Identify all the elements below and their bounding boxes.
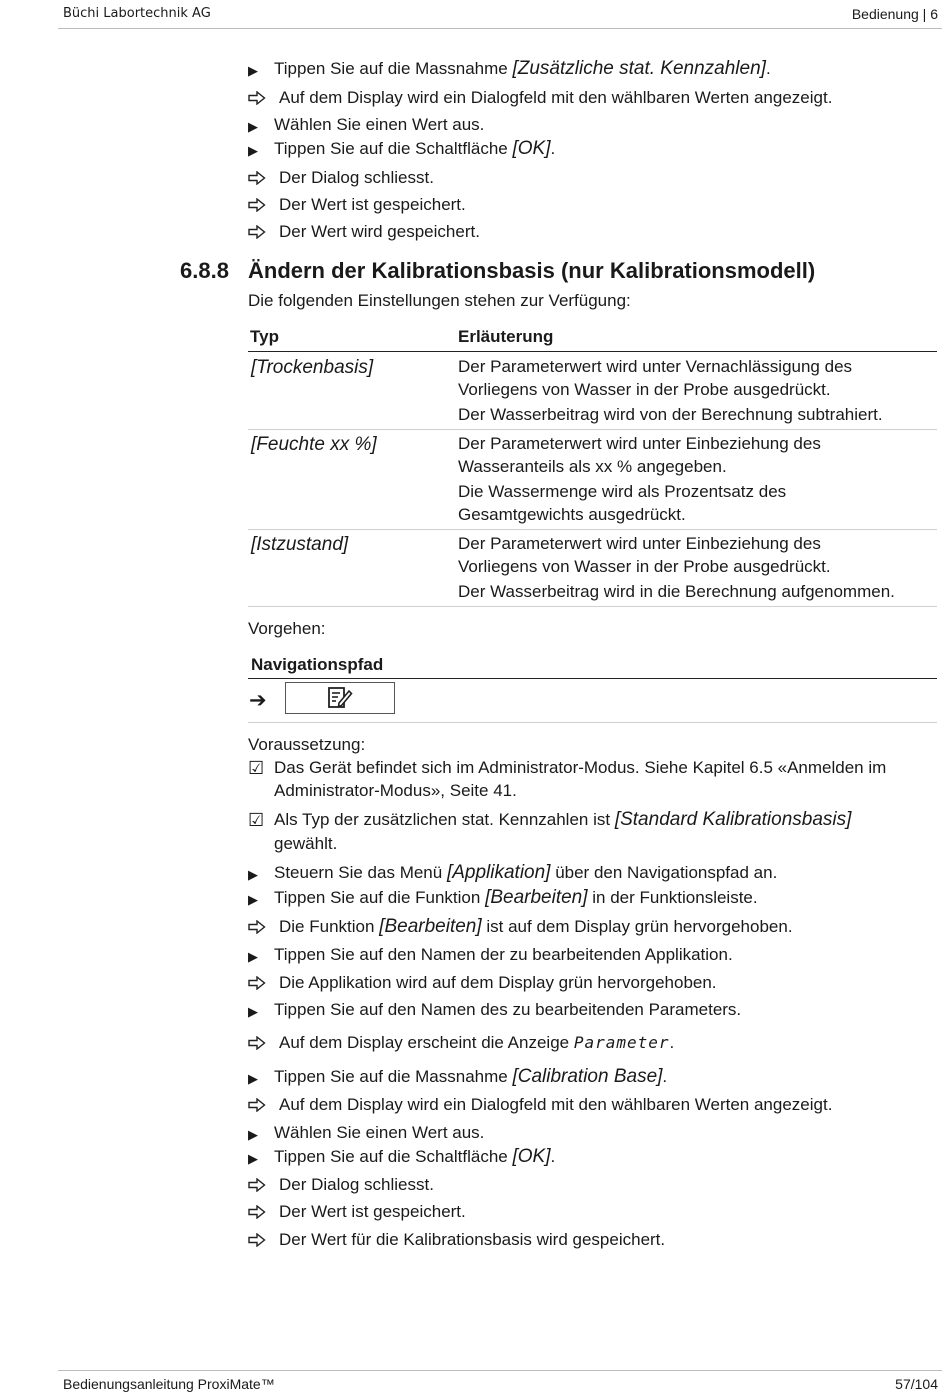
- step-text: Der Wert für die Kalibrationsbasis wird gespeichert.: [279, 1230, 666, 1249]
- prereq-item: [248, 758, 886, 778]
- step-text: Der Dialog schliesst.: [279, 1175, 434, 1194]
- action-step: [248, 1147, 555, 1167]
- prereq-emph: [Standard Kalibrationsbasis]: [614, 809, 852, 830]
- section-number: 6.8.8: [180, 258, 229, 283]
- action-step: [248, 863, 777, 883]
- result-step: [248, 222, 480, 242]
- table-row-typ: [Trockenbasis]: [251, 357, 374, 378]
- step-text: Die Applikation wird auf dem Display grün hervorgehoben.: [279, 973, 717, 992]
- nav-header-rule: [248, 678, 937, 679]
- section-title: Ändern der Kalibrationsbasis (nur Kalibrationsmodell): [248, 258, 816, 283]
- step-ui-element: [Zusätzliche stat. Kennzahlen]: [512, 58, 766, 79]
- action-triangle-icon: ▶: [248, 1004, 258, 1019]
- edit-note-icon: [327, 686, 353, 710]
- step-text: Auf dem Display wird ein Dialogfeld mit den wählbaren Werten angezeigt.: [279, 88, 833, 107]
- result-arrow-icon: [248, 222, 270, 239]
- desc-line: Der Parameterwert wird unter Einbeziehung des: [458, 434, 821, 453]
- step-text: Tippen Sie auf die Schaltfläche: [274, 1147, 513, 1166]
- action-step: [248, 115, 484, 135]
- step-text: Der Wert ist gespeichert.: [279, 1202, 466, 1221]
- prereq-item-cont: [248, 781, 517, 801]
- desc-line: Vorliegens von Wasser in der Probe ausgedrückt.: [458, 557, 831, 576]
- result-arrow-icon: [248, 1033, 270, 1050]
- step-ui-element: [Calibration Base]: [512, 1066, 663, 1087]
- action-step: [248, 59, 771, 79]
- prereq-text: Administrator-Modus», Seite 41.: [274, 781, 517, 800]
- step-text: .: [550, 139, 556, 158]
- step-text: Auf dem Display erscheint die Anzeige: [279, 1033, 574, 1052]
- step-text: Wählen Sie einen Wert aus.: [274, 115, 485, 134]
- step-text: Auf dem Display wird ein Dialogfeld mit den wählbaren Werten angezeigt.: [279, 1095, 833, 1114]
- action-step: [248, 1000, 741, 1020]
- step-ui-element: [OK]: [512, 1146, 551, 1167]
- step-text: Der Wert ist gespeichert.: [279, 195, 466, 214]
- step-text: ist auf dem Display grün hervorgehoben.: [481, 917, 793, 936]
- prereq-text: gewählt.: [274, 834, 338, 853]
- step-ui-element: [Applikation]: [446, 862, 551, 883]
- nav-edit-button[interactable]: [285, 682, 395, 714]
- step-text: .: [765, 59, 771, 78]
- desc-line: Wasseranteils als xx % angegeben.: [458, 457, 727, 476]
- desc-line: Gesamtgewichts ausgedrückt.: [458, 505, 686, 524]
- result-step: [248, 88, 832, 108]
- table-header-erlaeuterung: Erläuterung: [458, 327, 554, 346]
- table-row-desc: [458, 532, 928, 603]
- desc-line: Der Parameterwert wird unter Vernachlässigung des: [458, 357, 853, 376]
- result-arrow-icon: [248, 1175, 270, 1192]
- result-arrow-icon: [248, 973, 270, 990]
- result-step: [248, 1175, 434, 1195]
- step-text: .: [550, 1147, 556, 1166]
- checkbox-checked-icon: ☑: [248, 810, 265, 830]
- step-text: Steuern Sie das Menü: [274, 863, 447, 882]
- desc-line: Der Wasserbeitrag wird von der Berechnung subtrahiert.: [458, 405, 883, 424]
- table-row-typ: [Feuchte xx %]: [251, 434, 377, 455]
- prerequisite-label: Voraussetzung:: [248, 735, 366, 754]
- step-text: Tippen Sie auf die Massnahme: [274, 59, 513, 78]
- step-text: Tippen Sie auf die Massnahme: [274, 1067, 513, 1086]
- action-triangle-icon: ▶: [248, 867, 258, 882]
- result-step: [248, 168, 434, 188]
- result-arrow-icon: [248, 88, 270, 105]
- checkbox-checked-icon: ☑: [248, 758, 265, 778]
- prereq-text: Das Gerät befindet sich im Administrator-Modus. Siehe Kapitel 6.5 «Anmelden im: [274, 758, 887, 777]
- step-text: Wählen Sie einen Wert aus.: [274, 1123, 485, 1142]
- action-step: [248, 945, 733, 965]
- step-text: .: [662, 1067, 668, 1086]
- table-row-typ: [Istzustand]: [251, 534, 349, 555]
- footer-divider: [58, 1370, 942, 1371]
- step-display-text: Parameter: [573, 1033, 670, 1052]
- action-triangle-icon: ▶: [248, 63, 258, 78]
- result-arrow-icon: [248, 1230, 270, 1247]
- header-section: Bedienung | 6: [851, 6, 938, 22]
- footer-page-number: 57/104: [895, 1376, 938, 1392]
- prereq-item: [248, 810, 851, 830]
- step-text: Der Dialog schliesst.: [279, 168, 434, 187]
- action-step: [248, 1123, 484, 1143]
- action-triangle-icon: ▶: [248, 143, 258, 158]
- result-step: [248, 1095, 832, 1115]
- nav-path-header: Navigationspfad: [251, 655, 384, 674]
- action-triangle-icon: ▶: [248, 1071, 258, 1086]
- action-step: [248, 139, 555, 159]
- action-triangle-icon: ▶: [248, 1151, 258, 1166]
- step-ui-element: [OK]: [512, 138, 551, 159]
- table-row-desc: [458, 432, 928, 526]
- result-step: [248, 195, 466, 215]
- action-triangle-icon: ▶: [248, 119, 258, 134]
- header-company: Büchi Labortechnik AG: [63, 6, 211, 21]
- step-ui-element: [Bearbeiten]: [485, 887, 588, 908]
- result-step: [248, 917, 793, 937]
- section-heading: [180, 258, 815, 284]
- step-text: .: [669, 1033, 675, 1052]
- nav-bottom-rule: [248, 722, 937, 723]
- nav-arrow-icon: ➔: [249, 689, 267, 712]
- action-triangle-icon: ▶: [248, 949, 258, 964]
- result-arrow-icon: [248, 195, 270, 212]
- step-text: in der Funktionsleiste.: [587, 888, 758, 907]
- action-step: [248, 1067, 667, 1087]
- prereq-text: Als Typ der zusätzlichen stat. Kennzahlen ist: [274, 810, 615, 829]
- step-text: über den Navigationspfad an.: [550, 863, 778, 882]
- step-text: Der Wert wird gespeichert.: [279, 222, 480, 241]
- table-row-rule: [248, 529, 937, 530]
- table-row-desc: [458, 355, 928, 426]
- table-row-rule: [248, 429, 937, 430]
- table-header-typ: Typ: [250, 327, 279, 346]
- result-step: [248, 1230, 665, 1250]
- result-arrow-icon: [248, 917, 270, 934]
- desc-line: Vorliegens von Wasser in der Probe ausgedrückt.: [458, 380, 831, 399]
- procedure-label: Vorgehen:: [248, 619, 326, 638]
- table-header-rule: [248, 351, 937, 352]
- step-text: Die Funktion: [279, 917, 380, 936]
- result-arrow-icon: [248, 1095, 270, 1112]
- desc-line: Die Wassermenge wird als Prozentsatz des: [458, 482, 787, 501]
- result-step: [248, 1202, 466, 1222]
- table-bottom-rule: [248, 606, 937, 607]
- action-triangle-icon: ▶: [248, 1127, 258, 1142]
- step-text: Tippen Sie auf den Namen der zu bearbeitenden Applikation.: [274, 945, 733, 964]
- prereq-item-cont: [248, 834, 337, 854]
- result-arrow-icon: [248, 168, 270, 185]
- result-step: [248, 1033, 674, 1053]
- footer-manual: Bedienungsanleitung ProxiMate™: [63, 1376, 275, 1392]
- action-triangle-icon: ▶: [248, 892, 258, 907]
- desc-line: Der Wasserbeitrag wird in die Berechnung aufgenommen.: [458, 582, 895, 601]
- desc-line: Der Parameterwert wird unter Einbeziehung des: [458, 534, 821, 553]
- step-ui-element: [Bearbeiten]: [379, 916, 482, 937]
- step-text: Tippen Sie auf die Funktion: [274, 888, 486, 907]
- result-arrow-icon: [248, 1202, 270, 1219]
- action-step: [248, 888, 758, 908]
- step-text: Tippen Sie auf die Schaltfläche: [274, 139, 513, 158]
- header-divider: [58, 28, 942, 29]
- section-intro: Die folgenden Einstellungen stehen zur Verfügung:: [248, 291, 631, 310]
- step-text: Tippen Sie auf den Namen des zu bearbeitenden Parameters.: [274, 1000, 742, 1019]
- result-step: [248, 973, 717, 993]
